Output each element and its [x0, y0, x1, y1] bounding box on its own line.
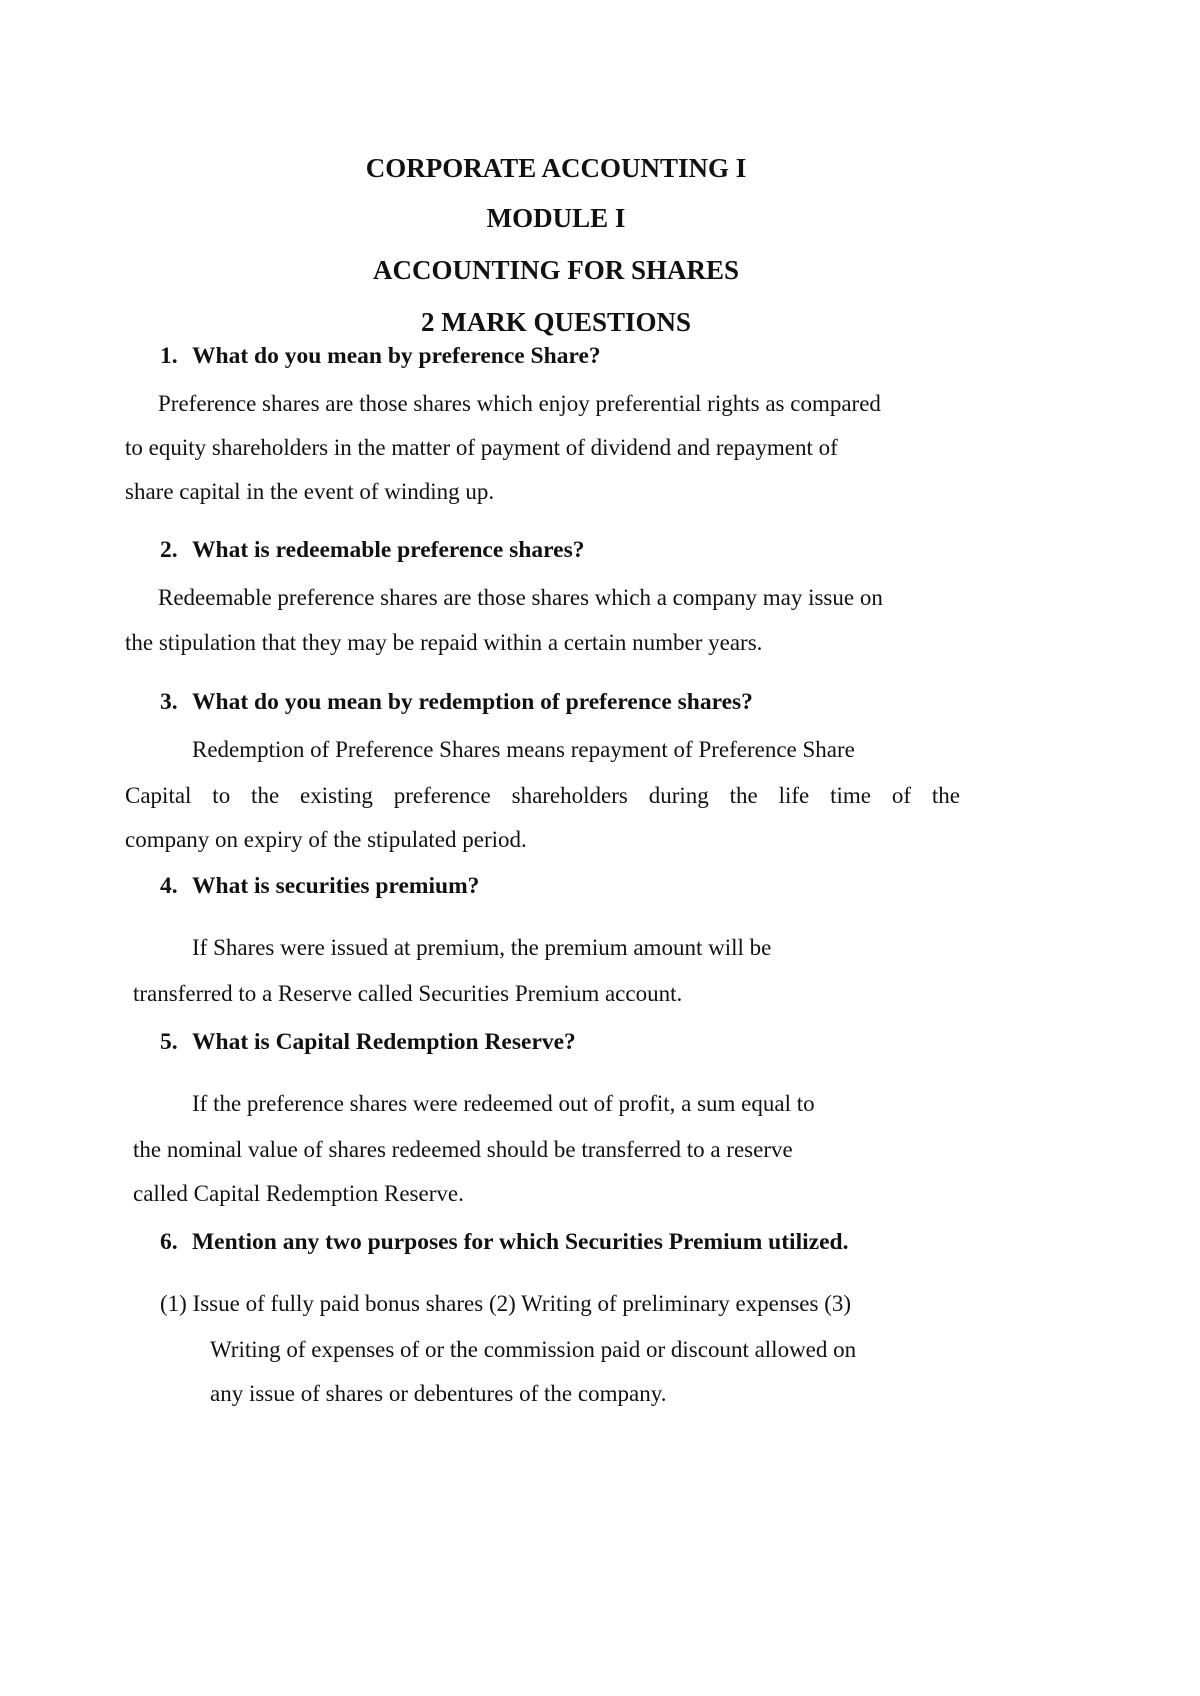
- answer-line: Capital to the existing preference shareholders during the life time of the: [125, 783, 960, 808]
- answer-line: the nominal value of shares redeemed should be transferred to a reserve: [133, 1137, 793, 1162]
- answer-line: transferred to a Reserve called Securities Premium account.: [133, 981, 683, 1006]
- answer-line: company on expiry of the stipulated period.: [125, 827, 527, 852]
- answer-line: (1) Issue of fully paid bonus shares (2) Writing of preliminary expenses (3): [160, 1291, 852, 1316]
- answer-line: Preference shares are those shares which enjoy preferential rights as compared: [158, 391, 881, 416]
- section-heading: 2 MARK QUESTIONS: [420, 307, 692, 337]
- question-number: 5.: [160, 1029, 178, 1055]
- module-heading: MODULE I: [486, 203, 626, 233]
- answer-line: share capital in the event of winding up.: [125, 479, 495, 504]
- answer-line: any issue of shares or debentures of the company.: [210, 1381, 667, 1406]
- question-number: 3.: [160, 689, 178, 715]
- question-text: What is redeemable preference shares?: [192, 537, 585, 563]
- answer-line: If Shares were issued at premium, the premium amount will be: [192, 935, 772, 960]
- question-text: What is securities premium?: [192, 873, 480, 899]
- question-text: What do you mean by redemption of preference shares?: [192, 689, 753, 715]
- answer-line: If the preference shares were redeemed out of profit, a sum equal to: [192, 1091, 815, 1116]
- question-text: What do you mean by preference Share?: [192, 343, 601, 369]
- answer-line: Redemption of Preference Shares means repayment of Preference Share: [192, 737, 855, 762]
- question-number: 4.: [160, 873, 178, 899]
- question-text: What is Capital Redemption Reserve?: [192, 1029, 576, 1055]
- question-number: 2.: [160, 537, 178, 563]
- answer-line: Writing of expenses of or the commission paid or discount allowed on: [210, 1337, 857, 1362]
- question-number: 1.: [160, 343, 178, 369]
- answer-line: to equity shareholders in the matter of payment of dividend and repayment of: [125, 435, 838, 460]
- question-number: 6.: [160, 1229, 178, 1255]
- document-title: CORPORATE ACCOUNTING I: [365, 153, 747, 183]
- topic-heading: ACCOUNTING FOR SHARES: [372, 255, 740, 285]
- answer-line: the stipulation that they may be repaid within a certain number years.: [125, 630, 763, 655]
- question-text: Mention any two purposes for which Securities Premium utilized.: [192, 1229, 849, 1255]
- answer-line: called Capital Redemption Reserve.: [133, 1181, 464, 1206]
- answer-line: Redeemable preference shares are those shares which a company may issue on: [158, 585, 883, 610]
